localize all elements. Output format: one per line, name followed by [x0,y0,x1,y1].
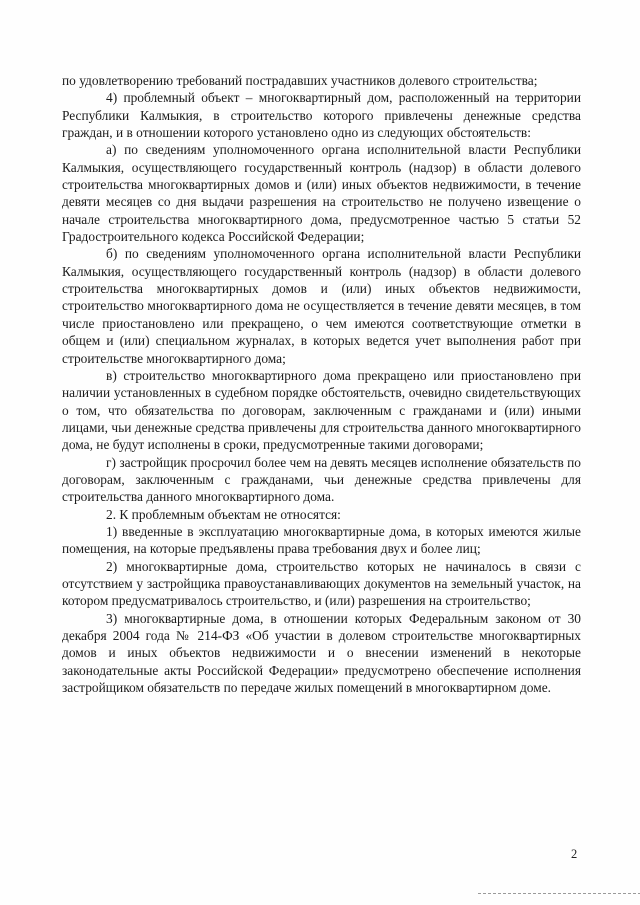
paragraph-item-4-problem-object: 4) проблемный объект – многоквартирный дом, расположенный на территории Республики Калмыкия, в строительство которого привлечены денежные средства граждан, и в отношении которого установлено одно из следующих обстоятельств: [62,90,581,141]
paragraph-exclusion-2: 2) многоквартирные дома, строительство которых не начиналось в связи с отсутствием у застройщика правоустанавливающих документов на земельный участок, на котором предусматривалось строительство, и (или) разрешения на строительство; [62,558,581,609]
scan-artifact-divider [478,893,640,894]
paragraph-exclusion-3: 3) многоквартирные дома, в отношении которых Федеральным законом от 30 декабря 2004 года № 214-ФЗ «Об участии в долевом строительстве многоквартирных домов и иных объектов недвижимости и о внесении изменений в некоторые законодательные акты Российской Федерации» предусмотрено обеспечение исполнения застройщиком обязательств по передаче жилых помещений в многоквартирном доме. [62,610,581,696]
page-number: 2 [571,847,578,861]
paragraph-exclusion-1: 1) введенные в эксплуатацию многоквартирные дома, в которых имеются жилые помещения, на которые предъявлены права требования двух и более лиц; [62,523,581,557]
paragraph-section-2-heading: 2. К проблемным объектам не относятся: [106,506,341,522]
paragraph-subitem-v: в) строительство многоквартирного дома прекращено или приостановлено при наличии установленных в судебном порядке обстоятельств, очевидно свидетельствующих о том, что обязательства по договорам, заключенным с гражданами и (или) иными лицами, чьи денежные средства привлечены для строительства данного многоквартирного дома, не будут исполнены в сроки, предусмотренные такими договорами; [62,367,581,453]
paragraph-continuation: по удовлетворению требований пострадавших участников долевого строительства; [62,73,538,88]
paragraph-subitem-g: г) застройщик просрочил более чем на девять месяцев исполнение обязательств по договорам, заключенным с гражданами, чьи денежные средства привлечены для строительства данного многоквартирного дома. [62,454,581,505]
paragraph-subitem-b: б) по сведениям уполномоченного органа исполнительной власти Республики Калмыкия, осуществляющего государственный контроль (надзор) в области долевого строительства многоквартирных домов и (или) иных объектов недвижимости, строительство многоквартирного дома не осуществляется в течение девяти месяцев, в том числе приостановлено или прекращено, о чем имеются соответствующие отметки в общем и (или) специальном журналах, в которых ведется учет выполнения работ при строительстве многоквартирного дома; [62,246,581,366]
paragraph-subitem-a: а) по сведениям уполномоченного органа исполнительной власти Республики Калмыкия, осуществляющего государственный контроль (надзор) в области долевого строительства многоквартирных домов и (или) иных объектов недвижимости, в течение девяти месяцев со дня выдачи разрешения на строительство не получено извещение о начале строительства многоквартирного дома, предусмотренное частью 5 статьи 52 Градостроительного кодекса Российской Федерации; [62,142,581,245]
